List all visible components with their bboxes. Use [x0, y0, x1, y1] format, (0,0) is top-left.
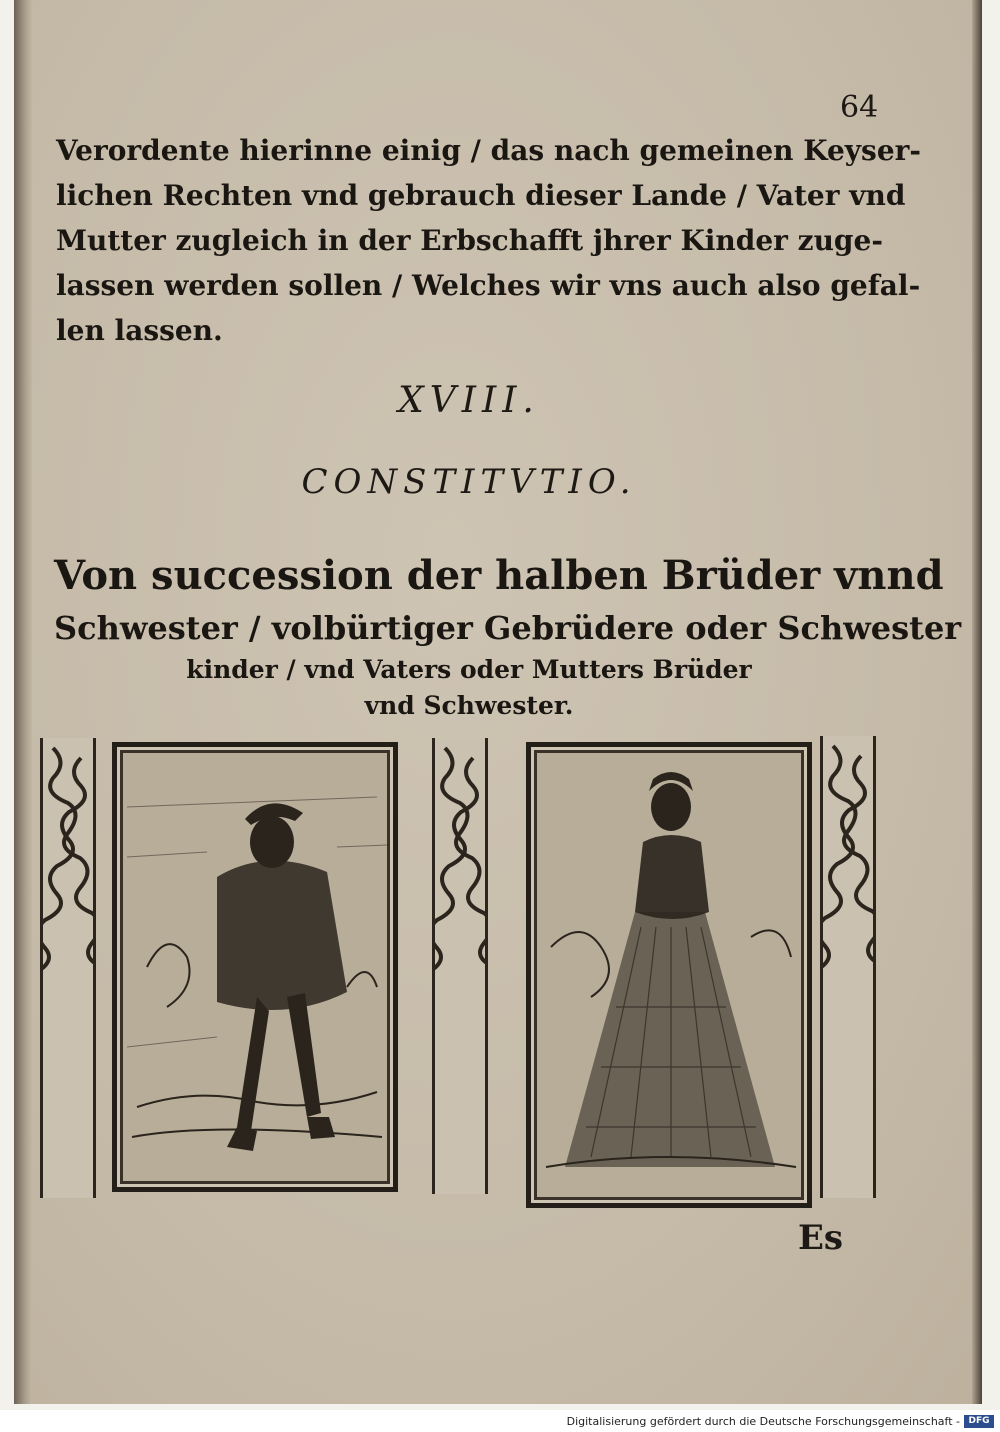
section-number: XVIII. [398, 380, 540, 421]
title-line: Von succession der halben Brüder vnnd [54, 552, 944, 599]
book-page [14, 0, 982, 1404]
ornament-border-middle [432, 738, 488, 1194]
digitization-footer [0, 1412, 1000, 1432]
ornament-border-left [40, 738, 96, 1198]
man-woodcut-icon [117, 747, 393, 1187]
title-line: Schwester / volbürtiger Gebrüdere oder Schwester [54, 609, 962, 647]
dfg-logo: DFG [964, 1415, 994, 1428]
paragraph-line: Mutter zugleich in der Erbschafft jhrer Kinder zuge- [56, 224, 883, 257]
paragraph-line: len lassen. [56, 314, 223, 347]
title-line: kinder / vnd Vaters oder Mutters Brüder [186, 655, 752, 684]
ornament-scroll-icon [435, 738, 485, 1194]
woodcut-man [112, 742, 398, 1192]
ornament-scroll-icon [823, 736, 873, 1198]
body-paragraph [56, 128, 922, 353]
page-gutter-shadow [14, 0, 32, 1404]
section-title [54, 548, 962, 724]
paragraph-line: Verordente hierinne einig / das nach gemeinen Keyser- [56, 134, 922, 167]
section-label: CONSTITVTIO. [301, 462, 637, 502]
title-line: vnd Schwester. [364, 691, 574, 720]
ornament-border-right [820, 736, 876, 1198]
paragraph-line: lichen Rechten vnd gebrauch dieser Lande / Vater vnd [56, 179, 906, 212]
woman-woodcut-icon [531, 747, 807, 1203]
page-right-edge [972, 0, 982, 1404]
ornament-scroll-icon [43, 738, 93, 1198]
page-number: 64 [840, 90, 879, 125]
woodcut-woman [526, 742, 812, 1208]
catchword: Es [798, 1218, 844, 1258]
footer-credit: Digitalisierung gefördert durch die Deutsche Forschungsgemeinschaft - [566, 1415, 960, 1428]
paragraph-line: lassen werden sollen / Welches wir vns auch also gefal- [56, 269, 921, 302]
